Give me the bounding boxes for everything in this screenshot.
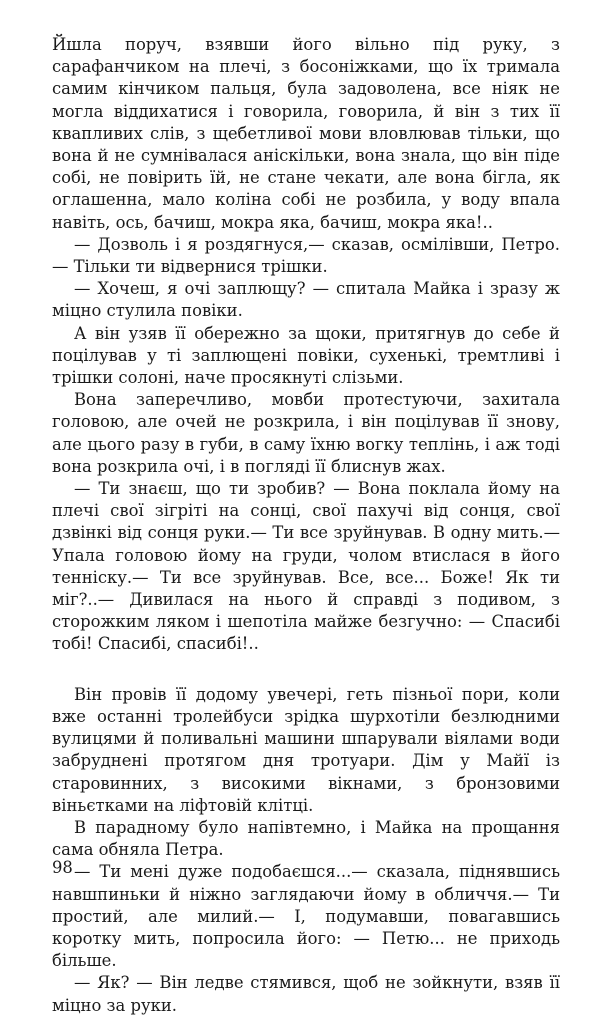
paragraph: Він провів її додому увечері, геть пізньої пори, коли вже останні тролейбуси зрідка шурхотіли безлюдними вулицями й поливальні машини шпарували віялами води забруднені протягом дня тротуари. Дім у Майї із старовинних, з високими вікнами, з бронзовими віньєтками на ліфтовій клітці. [52,684,560,815]
page-body [52,34,560,1017]
paragraph: — Ти знаєш, що ти зробив? — Вона поклала йому на плечі свої зігріті на сонці, свої пахучі від сонця, свої дзвінкі від сонця руки.— Ти все зруйнував. В одну мить.— Упала головою йому на груди, чолом втислася в його тенніску.— Ти все зруйнував. Все, все... Боже! Як ти міг?..— Дивилася на нього й справді з подивом, з сторожким ляком і шепотіла майже безгучно: — Спасибі тобі! Спасибі, спасибі!.. [52,479,560,654]
page-number: 98 [52,858,73,877]
paragraph: — Дозволь і я роздягнуся,— сказав, осмілівши, Петро.— Тільки ти відвернися трішки. [52,234,560,277]
paragraph: — Хочеш, я очі заплющу? — спитала Майка і зразу ж міцно стулила повіки. [52,279,560,321]
paragraph: Йшла поруч, взявши його вільно під руку, з сарафанчиком на плечі, з босоніжками, що їх тримала самим кінчиком пальця, була задоволена, все ніяк не могла віддихатися і говорила, говорила, й він з тих її квапливих слів, з щебетливої мови вловлював тільки, що вона й не сумнівалася аніскільки, вона знала, що він піде собі, не повірить їй, не стане чекати, але вона бігла, як оглашенна, мало коліна собі не розбила, у воду впала навіть, ось, бачиш, мокра яка, бачиш, мокра яка!.. [52,35,560,232]
paragraph: — Ти мені дуже подобаєшся...— сказала, піднявшись навшпиньки й ніжно заглядаючи йому в обличчя.— Ти простий, але милий.— І, подумавши, повагавшись коротку мить, попросила його: — Петю... не приходь більше. [52,862,560,971]
section-break [52,656,560,684]
paragraph: В парадному було напівтемно, і Майка на прощання сама обняла Петра. [52,817,560,860]
paragraph: Вона заперечливо, мовби протестуючи, захитала головою, але очей не розкрила, і він поцілував її знову, але цього разу в губи, в саму їхню вогку теплінь, і аж тоді вона розкрила очі, і в погляді її блиснув жах. [52,390,560,476]
paragraph: А він узяв її обережно за щоки, притягнув до себе й поцілував у ті заплющені повіки, сухенькі, тремтливі і трішки солоні, наче просякнуті слізьми. [52,323,560,388]
paragraph: — Як? — Він ледве стямився, щоб не зойкнути, взяв її міцно за руки. [52,973,560,1015]
